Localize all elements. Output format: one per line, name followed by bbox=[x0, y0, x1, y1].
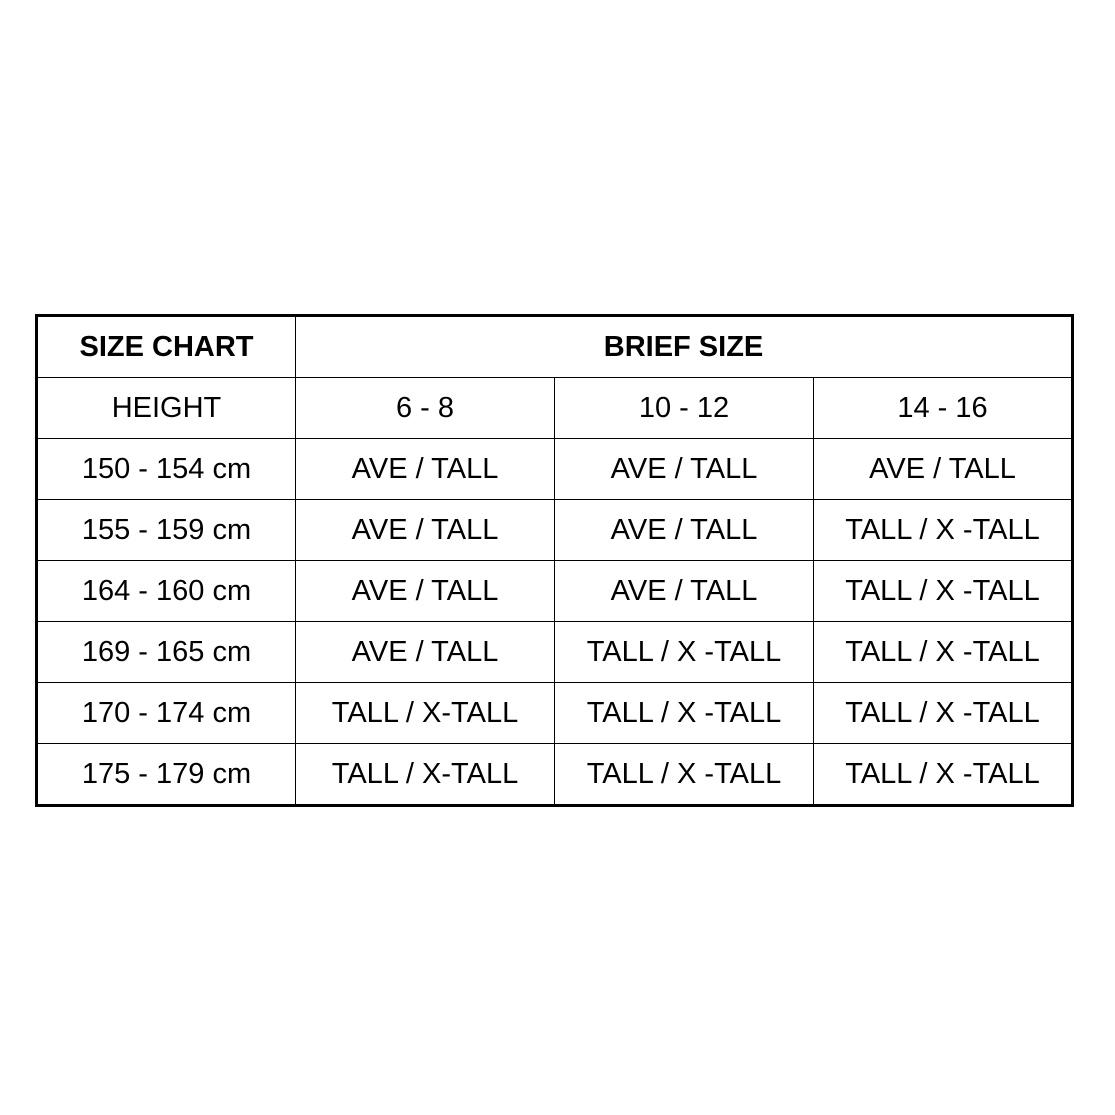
table-cell: AVE / TALL bbox=[555, 561, 814, 622]
table-title: SIZE CHART bbox=[37, 316, 296, 378]
row-height: 155 - 159 cm bbox=[37, 500, 296, 561]
table-row bbox=[37, 500, 1073, 561]
column-header-size: 10 - 12 bbox=[555, 378, 814, 439]
table-header-row bbox=[37, 378, 1073, 439]
table-cell: TALL / X -TALL bbox=[814, 561, 1073, 622]
table-cell: AVE / TALL bbox=[555, 500, 814, 561]
table-cell: AVE / TALL bbox=[555, 439, 814, 500]
table-cell: TALL / X -TALL bbox=[555, 683, 814, 744]
table-cell: TALL / X -TALL bbox=[814, 683, 1073, 744]
row-height: 150 - 154 cm bbox=[37, 439, 296, 500]
table-cell: TALL / X -TALL bbox=[814, 744, 1073, 806]
column-header-size: 6 - 8 bbox=[296, 378, 555, 439]
table-row bbox=[37, 683, 1073, 744]
table-row bbox=[37, 744, 1073, 806]
group-header: BRIEF SIZE bbox=[296, 316, 1073, 378]
table-row bbox=[37, 439, 1073, 500]
table-cell: TALL / X -TALL bbox=[555, 744, 814, 806]
size-chart-table bbox=[35, 314, 1074, 807]
table-cell: AVE / TALL bbox=[814, 439, 1073, 500]
row-height: 170 - 174 cm bbox=[37, 683, 296, 744]
table-cell: AVE / TALL bbox=[296, 500, 555, 561]
table-cell: TALL / X -TALL bbox=[555, 622, 814, 683]
row-height: 175 - 179 cm bbox=[37, 744, 296, 806]
table-cell: AVE / TALL bbox=[296, 561, 555, 622]
table-row bbox=[37, 622, 1073, 683]
row-height: 164 - 160 cm bbox=[37, 561, 296, 622]
table-cell: TALL / X-TALL bbox=[296, 683, 555, 744]
table-cell: TALL / X -TALL bbox=[814, 622, 1073, 683]
table-row bbox=[37, 561, 1073, 622]
table-title-row bbox=[37, 316, 1073, 378]
table-cell: AVE / TALL bbox=[296, 622, 555, 683]
table-cell: AVE / TALL bbox=[296, 439, 555, 500]
table-cell: TALL / X-TALL bbox=[296, 744, 555, 806]
column-header-size: 14 - 16 bbox=[814, 378, 1073, 439]
table-cell: TALL / X -TALL bbox=[814, 500, 1073, 561]
column-header-height: HEIGHT bbox=[37, 378, 296, 439]
row-height: 169 - 165 cm bbox=[37, 622, 296, 683]
